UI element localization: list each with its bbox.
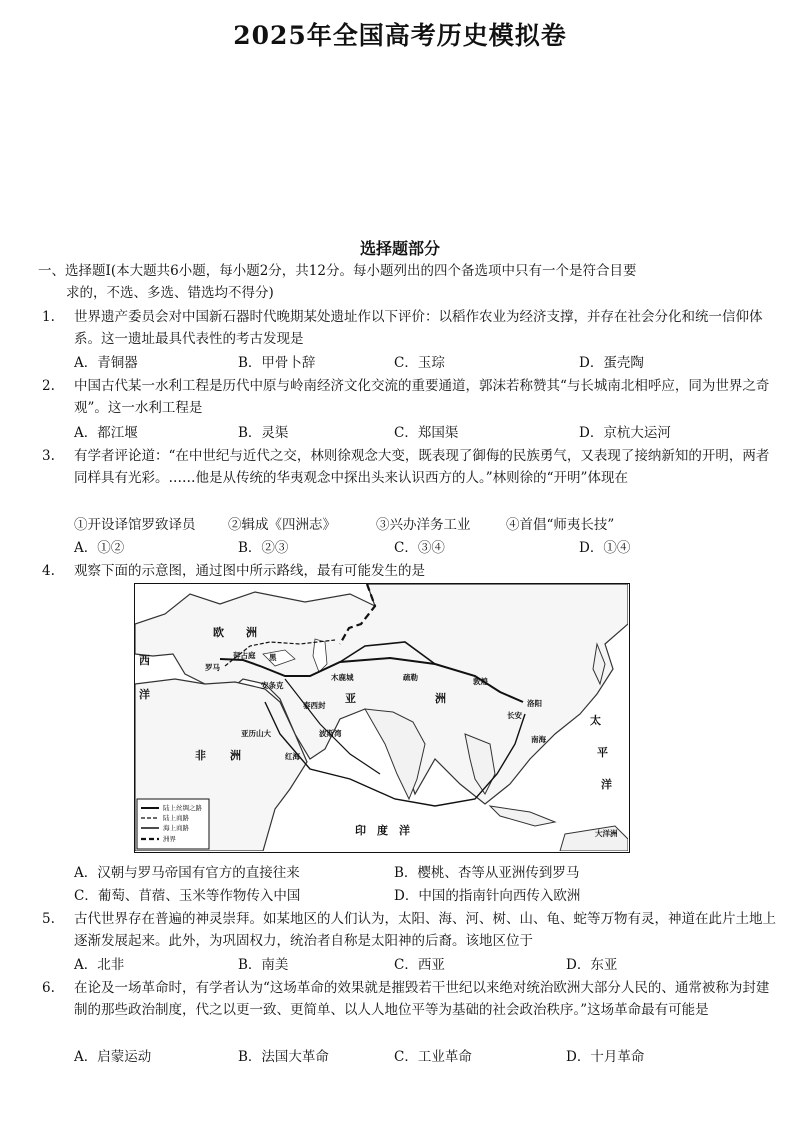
question-1-options	[74, 352, 774, 374]
map-svg	[135, 584, 628, 851]
label-pacific-2: 平	[597, 746, 608, 759]
australia-landmass	[560, 826, 628, 851]
label-persian-gulf: 波斯湾	[319, 729, 342, 738]
question-stem: 有学者评论道：“在中世纪与近代之交，林则徐观念大变，既表现了御侮的民族勇气，又表现了接纳新知的开明，两者同样具有光彩。……他是从传统的华夷观念中探出头来认识西方的人。”林则徐的“开明”体现在	[74, 448, 770, 486]
question-3-items	[74, 514, 774, 536]
option-d[interactable]: D．十月革命	[566, 1049, 645, 1065]
option-d[interactable]: D．东亚	[566, 957, 618, 973]
option-a[interactable]: A．汉朝与罗马帝国有官方的直接往来	[74, 865, 300, 881]
option-c[interactable]: C．郑国渠	[394, 425, 459, 441]
label-byzantium: 拜占庭	[233, 651, 256, 660]
question-stem: 古代世界存在普遍的神灵崇拜。如某地区的人们认为，太阳、海、河、树、山、龟、蛇等万物有灵，神道在此片土地上逐渐发展起来。此外，为巩固权力，统治者自称是太阳神的后裔。该地区位于	[74, 911, 776, 949]
label-asia-1: 亚	[345, 692, 356, 705]
part-heading	[38, 260, 773, 304]
label-merv: 木鹿城	[331, 673, 354, 682]
question-stem: 世界遗产委员会对中国新石器时代晚期某处遗址作以下评价：以稻作农业为经济支撑，并存在社会分化和统一信仰体系。这一遗址最具代表性的考古发现是	[74, 309, 763, 347]
option-b[interactable]: B．法国大革命	[238, 1049, 329, 1065]
question-4-options-row2	[74, 885, 774, 907]
question-1	[42, 306, 780, 350]
label-asia-2: 洲	[435, 692, 446, 705]
label-africa-1: 非	[195, 749, 206, 762]
option-c[interactable]: C．玉琮	[394, 355, 445, 371]
label-indian-ocean: 印 度 洋	[355, 824, 410, 837]
label-black-sea: 黑	[269, 653, 277, 662]
option-d[interactable]: D．蛋壳陶	[579, 355, 644, 371]
label-shule: 疏勒	[403, 673, 418, 682]
option-b[interactable]: B．南美	[238, 957, 289, 973]
question-number: 2.	[42, 378, 55, 394]
question-stem: 在论及一场革命时，有学者认为“这场革命的效果就是摧毁若干世纪以来绝对统治欧洲大部分人民的、通常被称为封建制的那些政治制度，代之以更一致、更简单、以人人地位平等为基础的社会政治秩序。”这场革命最有可能是	[74, 980, 770, 1018]
question-6	[42, 977, 780, 1021]
label-pacific-3: 洋	[601, 778, 612, 791]
label-europe: 欧 洲	[213, 626, 257, 639]
label-oceania: 大洋洲	[595, 829, 618, 838]
statement-3: ③兴办洋务工业	[376, 517, 471, 533]
legend-land-route: 陆上商路	[163, 814, 189, 822]
option-a[interactable]: A．青铜器	[74, 355, 138, 371]
option-b[interactable]: B．②③	[238, 540, 289, 556]
label-alexandria: 亚历山大	[241, 729, 271, 738]
page-title: 2025年全国高考历史模拟卷	[233, 21, 567, 50]
question-4-options-row1	[74, 862, 774, 884]
legend-silk-road: 陆上丝绸之路	[163, 804, 202, 812]
part-heading-line2: 求的，不选、多选、错选均不得分)	[66, 285, 274, 301]
label-luoyang: 洛阳	[527, 699, 542, 708]
option-c[interactable]: C．工业革命	[394, 1049, 472, 1065]
label-red-sea: 红海	[285, 752, 300, 761]
option-a[interactable]: A．北非	[74, 957, 125, 973]
question-5	[42, 908, 780, 952]
option-c[interactable]: C．③④	[394, 540, 445, 556]
label-pacific-1: 太	[590, 714, 601, 727]
option-c[interactable]: C．葡萄、苜蓿、玉米等作物传入中国	[74, 888, 301, 904]
statement-2: ②辑成《四洲志》	[228, 517, 336, 533]
section-title: 选择题部分	[359, 239, 440, 258]
label-antioch: 安条克	[261, 681, 284, 690]
legend-boundary: 洲界	[163, 835, 176, 843]
question-stem: 观察下面的示意图，通过图中所示路线，最有可能发生的是	[74, 563, 425, 579]
option-a[interactable]: A．都江堰	[74, 425, 138, 441]
legend-sea-route: 海上商路	[163, 824, 189, 832]
question-2	[42, 375, 780, 419]
question-6-options	[74, 1046, 774, 1068]
option-d[interactable]: D．京杭大运河	[579, 425, 671, 441]
label-atlantic-2: 洋	[139, 688, 150, 701]
question-number: 5.	[42, 911, 55, 927]
question-3	[42, 445, 780, 489]
indonesia-islands	[490, 806, 555, 826]
label-rome: 罗马	[205, 663, 220, 672]
option-d[interactable]: D．中国的指南针向西传入欧洲	[394, 888, 581, 904]
statement-4: ④首倡“师夷长技”	[506, 517, 615, 533]
question-number: 4.	[42, 563, 55, 579]
question-2-options	[74, 422, 774, 444]
question-5-options	[74, 954, 774, 976]
option-a[interactable]: A．启蒙运动	[74, 1049, 152, 1065]
question-number: 1.	[42, 309, 55, 325]
option-d[interactable]: D．①④	[579, 540, 631, 556]
option-c[interactable]: C．西亚	[394, 957, 445, 973]
label-africa-2: 洲	[230, 749, 241, 762]
question-4	[42, 560, 780, 582]
question-number: 3.	[42, 448, 55, 464]
label-atlantic-1: 西	[139, 654, 150, 667]
statement-1: ①开设译馆罗致译员	[74, 517, 196, 533]
silk-road-map	[134, 583, 630, 853]
option-a[interactable]: A．①②	[74, 540, 125, 556]
part-heading-line1: 一、选择题Ⅰ(本大题共6小题，每小题2分，共12分。每小题列出的四个备选项中只有一个是符合目要	[38, 263, 637, 279]
label-changan: 长安	[507, 711, 522, 720]
question-number: 6.	[42, 980, 55, 996]
label-ctesiphon: 泰西封	[303, 701, 326, 710]
option-b[interactable]: B．樱桃、杏等从亚洲传到罗马	[394, 865, 580, 881]
label-dunhuang: 敦煌	[473, 677, 488, 686]
question-stem: 中国古代某一水利工程是历代中原与岭南经济文化交流的重要通道，郭沫若称赞其“与长城南北相呼应，同为世界之奇观”。这一水利工程是	[74, 378, 770, 416]
label-south-china-sea: 南海	[531, 735, 546, 744]
option-b[interactable]: B．甲骨卜辞	[238, 355, 316, 371]
option-b[interactable]: B．灵渠	[238, 425, 289, 441]
question-3-options	[74, 537, 774, 559]
